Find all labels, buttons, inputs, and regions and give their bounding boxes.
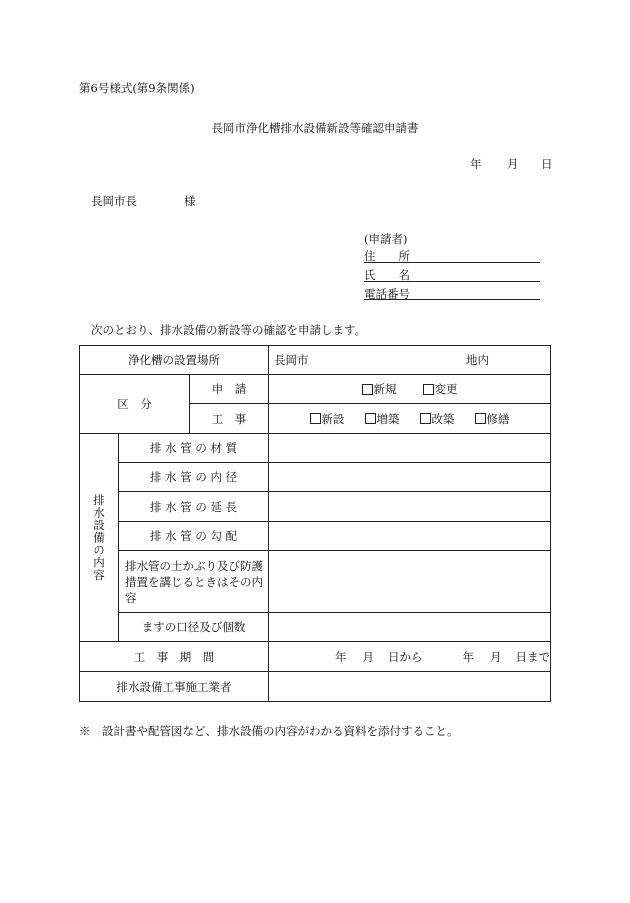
option-repair[interactable] [475,411,510,427]
period-start-day: 日から [388,649,423,664]
period-start-month: 月 [362,649,374,664]
contractor-field[interactable] [269,672,551,702]
period-end-month: 月 [490,649,502,664]
option-extension-label: 増築 [376,411,400,426]
drain-group-text: 排水設備の内容 [92,493,106,582]
addressee-honorific: 様 [184,194,196,208]
applicant-heading: (申請者) [364,232,408,246]
location-city: 長岡市 [274,353,309,367]
period-end-day: 日まで [515,649,550,664]
date-day: 日 [541,157,553,171]
drain-cover-field[interactable] [269,551,551,613]
category-label: 区 分 [80,375,190,434]
name-field[interactable] [364,281,540,282]
footnote: ※ 設計書や配管図など、排水設備の内容がわかる資料を添付すること。 [79,724,459,738]
checkbox-icon[interactable] [310,413,321,424]
period-start-year: 年 [335,649,347,664]
option-new-build[interactable] [310,411,345,427]
application-table [79,345,551,702]
period-end-year: 年 [462,649,474,664]
checkbox-icon[interactable] [475,413,486,424]
option-rebuild[interactable] [420,411,455,427]
checkbox-icon[interactable] [423,384,434,395]
checkbox-icon[interactable] [365,413,376,424]
applicant-address-label: 住 所 [364,249,410,263]
applicant-name-label: 氏 名 [364,268,410,282]
document-title: 長岡市浄化槽排水設備新設等確認申請書 [211,121,419,135]
drain-material-field[interactable] [269,434,551,463]
drain-row-label: 排 水 管 の 内 径 [119,463,269,492]
option-new-label: 新規 [373,382,397,396]
location-label: 浄化槽の設置場所 [80,346,269,375]
inspection-box-field[interactable] [269,613,551,642]
address-field[interactable] [364,262,540,263]
contractor-label: 排水設備工事施工業者 [80,672,269,702]
date-year: 年 [470,157,482,171]
date-month: 月 [507,157,519,171]
drain-row-label: 排 水 管 の 勾 配 [119,522,269,551]
drain-diameter-field[interactable] [269,463,551,492]
drain-row-label: 排 水 管 の 延 長 [119,492,269,522]
option-rebuild-label: 改築 [431,411,455,426]
option-change-label: 変更 [434,382,458,396]
drain-group-label [80,434,119,642]
addressee-name: 長岡市長 [91,194,137,208]
work-options [269,404,551,434]
option-repair-label: 修繕 [486,411,510,426]
checkbox-icon[interactable] [362,384,373,395]
drain-row-label: 排 水 管 の 材 質 [119,434,269,463]
phone-field[interactable] [364,299,540,300]
intro-text: 次のとおり、排水設備の新設等の確認を申請します。 [91,323,367,337]
application-options [269,375,551,404]
applicant-phone-label: 電話番号 [364,287,410,301]
checkbox-icon[interactable] [420,413,431,424]
drain-row-label: 排水管の土かぶり及び防護措置を講じるときはその内容 [119,551,269,613]
application-label: 申 請 [190,375,269,404]
drain-row-label: ますの口径及び個数 [119,613,269,642]
drain-slope-field[interactable] [269,522,551,551]
location-suffix: 地内 [466,353,489,367]
period-label: 工 事 期 間 [80,642,269,672]
location-field[interactable] [269,346,551,375]
option-new-build-label: 新設 [321,411,345,426]
option-extension[interactable] [365,411,400,427]
option-new[interactable] [362,381,397,397]
form-number: 第6号様式(第9条関係) [79,81,195,95]
period-field[interactable] [269,642,551,672]
drain-length-field[interactable] [269,492,551,522]
option-change[interactable] [423,381,458,397]
work-label: 工 事 [190,404,269,434]
